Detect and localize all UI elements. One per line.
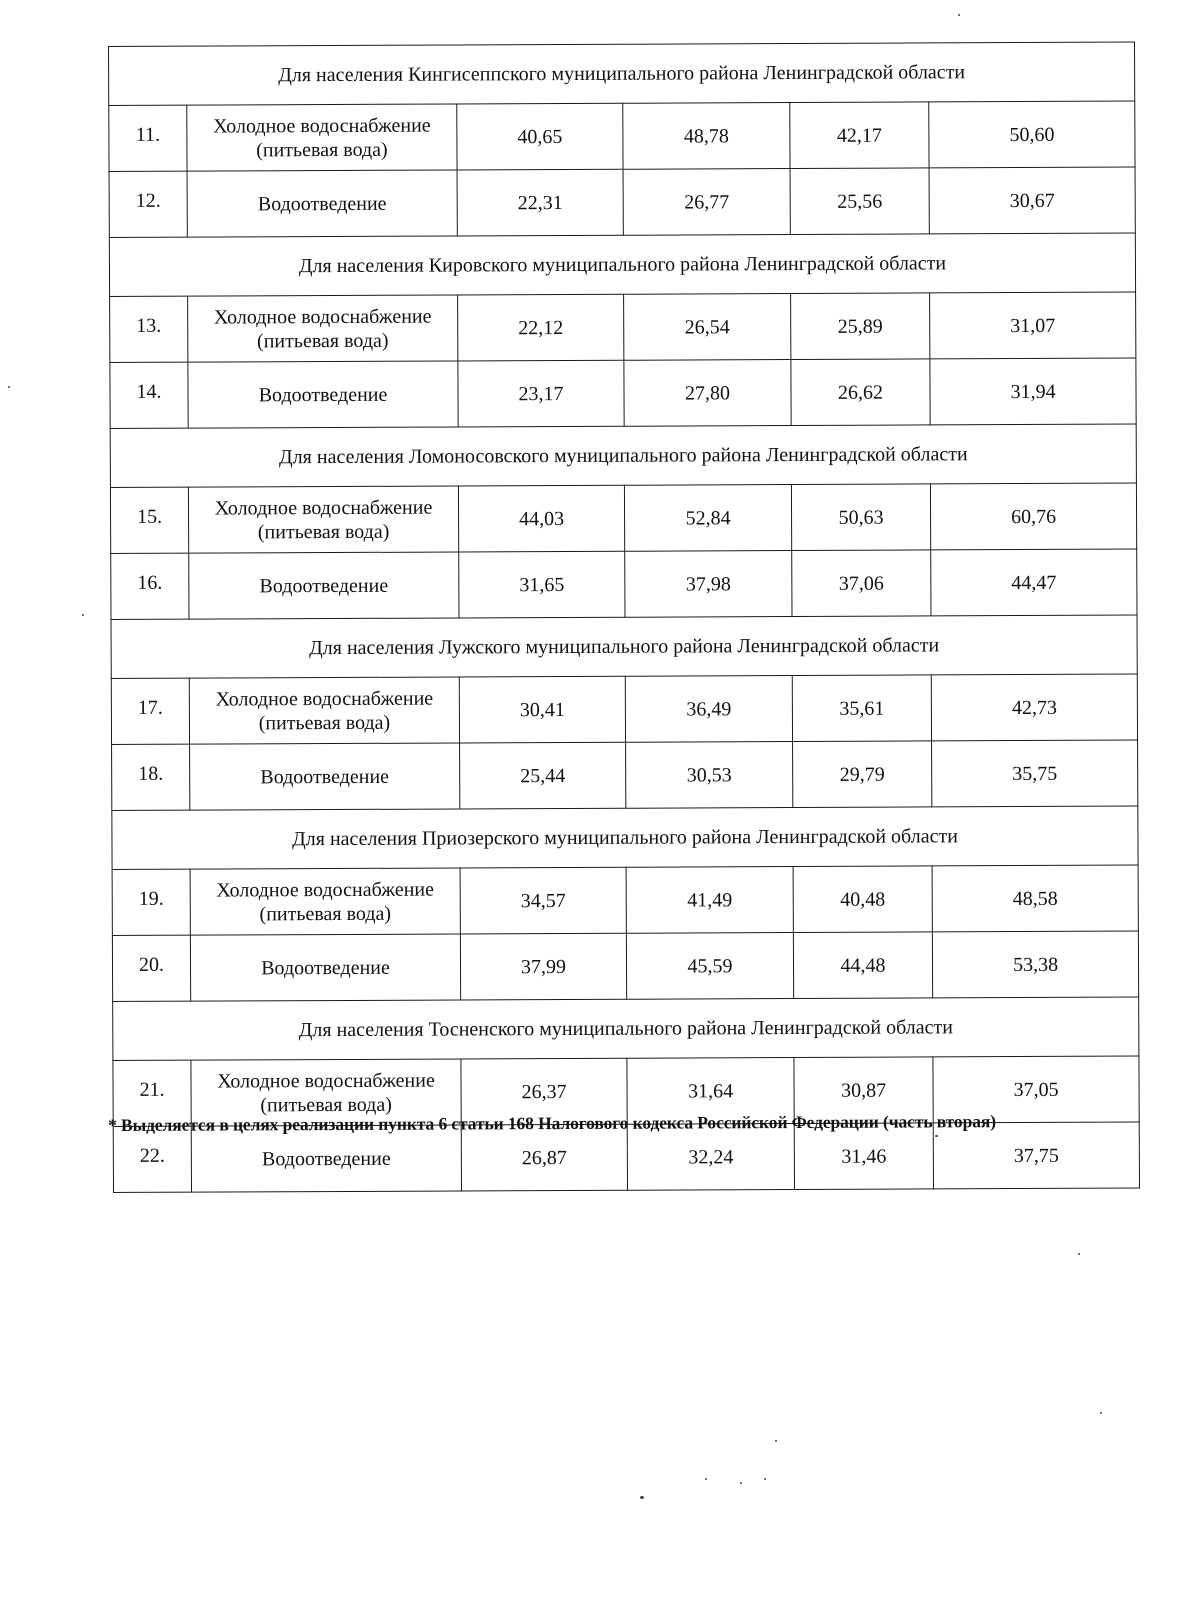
- tariff-value: 36,49: [625, 676, 792, 743]
- tariff-value: 23,17: [458, 360, 624, 427]
- tariff-value: 37,75: [933, 1122, 1139, 1189]
- table-row: [109, 101, 1135, 171]
- table-row: [112, 931, 1138, 1001]
- service-name: Холодное водоснабжение (питьевая вода): [188, 295, 458, 362]
- table-row: [109, 167, 1135, 237]
- tariff-value: 42,17: [790, 102, 929, 169]
- tariff-table: [108, 42, 1140, 1193]
- table-row: [110, 483, 1136, 553]
- table-row: [112, 865, 1138, 935]
- tariff-value: 22,12: [458, 294, 624, 361]
- tariff-value: 48,78: [623, 103, 790, 170]
- scan-speck: [764, 1478, 766, 1480]
- region-title: Для населения Кировского муниципального района Ленинградской области: [109, 233, 1135, 296]
- region-title: Для населения Кингисеппского муниципального района Ленинградской области: [109, 42, 1135, 105]
- service-name: Холодное водоснабжение (питьевая вода): [191, 1059, 461, 1126]
- scan-speck: [740, 1482, 742, 1484]
- service-name: Холодное водоснабжение (питьевая вода): [188, 486, 458, 553]
- tariff-value: 37,06: [792, 550, 931, 617]
- tariff-value: 60,76: [930, 483, 1136, 550]
- row-number: 17.: [111, 678, 189, 744]
- table-row: [111, 549, 1137, 619]
- tariff-value: 27,80: [624, 360, 791, 427]
- region-title: Для населения Тосненского муниципального района Ленинградской области: [113, 997, 1139, 1060]
- tariff-value: 25,89: [791, 293, 930, 360]
- table-row: [112, 740, 1138, 810]
- tariff-value: 52,84: [624, 485, 791, 552]
- tariff-value: 48,58: [932, 865, 1138, 932]
- region-header-row: [109, 42, 1135, 105]
- row-number: 11.: [109, 105, 187, 171]
- tariff-value: 26,62: [791, 359, 930, 426]
- scan-speck: [775, 1440, 777, 1442]
- tariff-value: 32,24: [627, 1124, 794, 1191]
- row-number: 15.: [110, 487, 188, 553]
- tariff-value: 37,99: [460, 933, 626, 1000]
- region-header-row: [111, 615, 1137, 678]
- service-name: Холодное водоснабжение (питьевая вода): [190, 868, 460, 935]
- service-name: Водоотведение: [191, 1125, 461, 1192]
- row-number: 13.: [110, 296, 188, 362]
- tariff-value: 31,07: [930, 292, 1136, 359]
- region-header-row: [112, 806, 1138, 869]
- tariff-value: 40,48: [793, 866, 932, 933]
- service-name: Водоотведение: [187, 170, 457, 237]
- service-name: Водоотведение: [190, 934, 460, 1001]
- row-number: 18.: [112, 744, 190, 810]
- region-header-row: [109, 233, 1135, 296]
- region-header-row: [110, 424, 1136, 487]
- tariff-value: 31,46: [794, 1123, 933, 1190]
- tariff-value: 26,37: [461, 1058, 627, 1125]
- region-title: Для населения Приозерского муниципального района Ленинградской области: [112, 806, 1138, 869]
- scan-speck: [8, 386, 10, 388]
- scan-speck: [82, 614, 84, 616]
- footnote: * Выделяется в целях реализации пункта 6 статьи 168 Налогового кодекса Российской Федерации (часть вторая): [108, 1111, 996, 1135]
- tariff-value: 30,41: [459, 676, 625, 743]
- tariff-value: 35,75: [932, 740, 1138, 807]
- service-name: Водоотведение: [188, 361, 458, 428]
- scan-speck: [1078, 1253, 1080, 1255]
- scan-speck: [935, 1135, 938, 1137]
- tariff-value: 35,61: [792, 675, 931, 742]
- tariff-value: 30,67: [929, 167, 1135, 234]
- tariff-value: 44,03: [458, 485, 624, 552]
- tariff-value: 26,77: [623, 169, 790, 236]
- scan-speck: [640, 1496, 644, 1499]
- tariff-value: 31,65: [459, 551, 625, 618]
- tariff-value: 50,60: [929, 101, 1135, 168]
- tariff-value: 29,79: [793, 741, 932, 808]
- tariff-value: 41,49: [626, 867, 793, 934]
- tariff-value: 26,54: [624, 294, 791, 361]
- tariff-value: 30,87: [794, 1057, 933, 1124]
- tariff-value: 37,05: [933, 1056, 1139, 1123]
- tariff-value: 44,48: [793, 932, 932, 999]
- tariff-value: 40,65: [457, 103, 623, 170]
- tariff-value: 25,44: [460, 742, 626, 809]
- tariff-value: 31,94: [930, 358, 1136, 425]
- row-number: 14.: [110, 362, 188, 428]
- tariff-value: 45,59: [626, 933, 793, 1000]
- tariff-value: 34,57: [460, 867, 626, 934]
- region-header-row: [113, 997, 1139, 1060]
- tariff-value: 42,73: [931, 674, 1137, 741]
- service-name: Холодное водоснабжение (питьевая вода): [187, 104, 457, 171]
- tariff-value: 44,47: [931, 549, 1137, 616]
- tariff-value: 50,63: [791, 484, 930, 551]
- tariff-value: 25,56: [790, 168, 929, 235]
- table-row: [110, 358, 1136, 428]
- row-number: 19.: [112, 869, 190, 935]
- table-row: [110, 292, 1136, 362]
- tariff-value: 30,53: [626, 742, 793, 809]
- service-name: Водоотведение: [190, 743, 460, 810]
- service-name: Водоотведение: [189, 552, 459, 619]
- tariff-value: 37,98: [625, 551, 792, 618]
- scan-speck: [705, 1478, 707, 1480]
- tariff-value: 26,87: [461, 1124, 627, 1191]
- row-number: 16.: [111, 553, 189, 619]
- region-title: Для населения Лужского муниципального района Ленинградской области: [111, 615, 1137, 678]
- tariff-table-sheet: [108, 42, 1139, 1193]
- row-number: 21.: [113, 1060, 191, 1126]
- region-title: Для населения Ломоносовского муниципального района Ленинградской области: [110, 424, 1136, 487]
- service-name: Холодное водоснабжение (питьевая вода): [189, 677, 459, 744]
- scan-speck: [1100, 1412, 1102, 1414]
- tariff-table-body: [109, 42, 1140, 1192]
- row-number: 22.: [113, 1126, 191, 1192]
- tariff-value: 31,64: [627, 1058, 794, 1125]
- tariff-value: 22,31: [457, 169, 623, 236]
- row-number: 12.: [109, 171, 187, 237]
- tariff-value: 53,38: [932, 931, 1138, 998]
- scan-speck: [958, 14, 960, 16]
- row-number: 20.: [112, 935, 190, 1001]
- table-row: [111, 674, 1137, 744]
